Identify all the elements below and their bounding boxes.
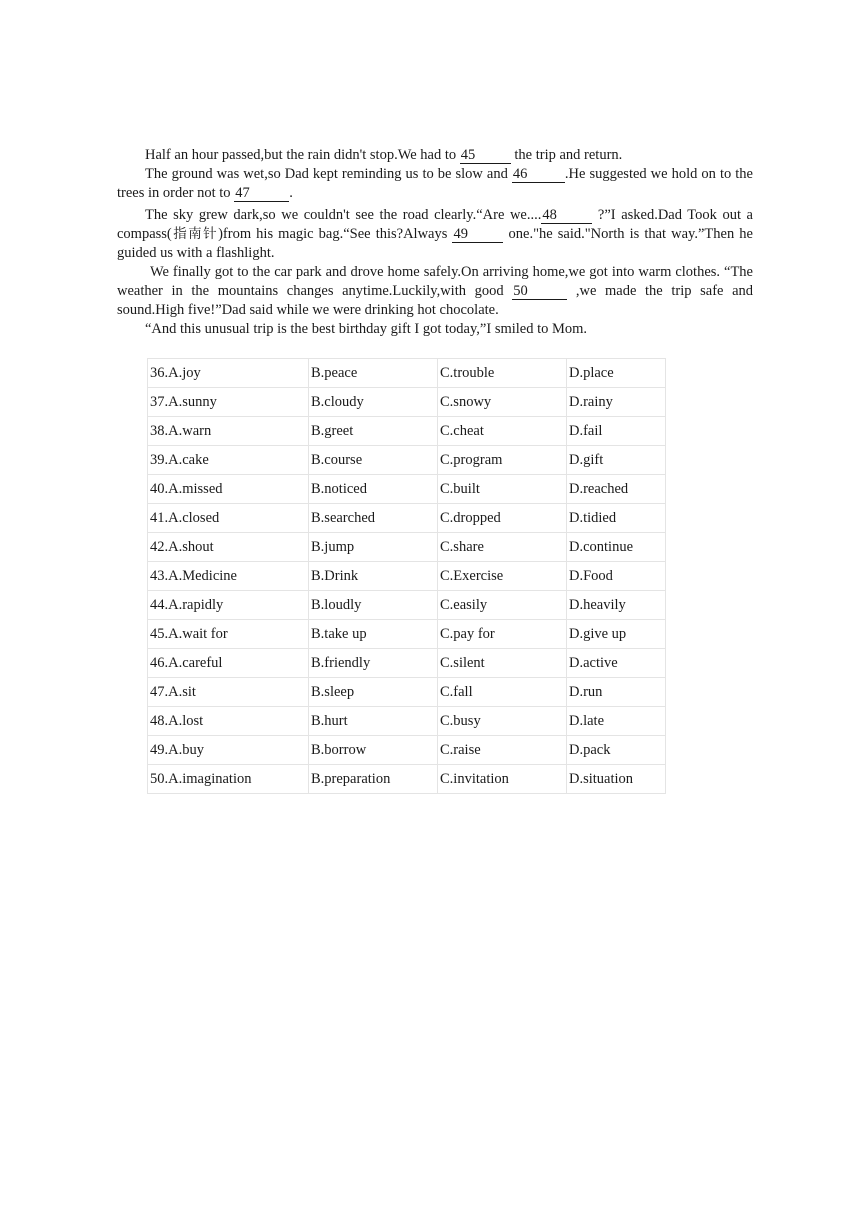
blank-46: 46 [512,167,565,183]
option-b: B.greet [309,417,438,446]
option-d: D.run [567,678,666,707]
option-a: 42.A.shout [148,533,309,562]
option-b: B.hurt [309,707,438,736]
option-d: D.Food [567,562,666,591]
option-c: C.dropped [438,504,567,533]
question-row [148,417,666,446]
paragraph-text: . [289,185,293,201]
question-row [148,504,666,533]
option-d: D.active [567,649,666,678]
option-b: B.noticed [309,475,438,504]
paragraph-1 [117,146,753,165]
question-row [148,736,666,765]
blank-49: 49 [452,227,503,243]
option-c: C.pay for [438,620,567,649]
paragraph-text: Half an hour passed,but the rain didn't stop.We had to [145,147,460,163]
option-d: D.reached [567,475,666,504]
option-c: C.raise [438,736,567,765]
option-b: B.searched [309,504,438,533]
paragraph-text: ?”I asked.Dad Took out a compass( [117,207,753,242]
paragraph-5 [117,320,753,339]
question-row [148,475,666,504]
paragraph-text: one."he said."North is that way.”Then he guided us with a flashlight. [117,226,753,261]
option-a: 48.A.lost [148,707,309,736]
answer-options-table [147,358,666,794]
option-a: 45.A.wait for [148,620,309,649]
option-a: 40.A.missed [148,475,309,504]
paragraph-text: The ground was wet,so Dad kept reminding us to be slow and [145,166,512,182]
question-row [148,649,666,678]
option-b: B.friendly [309,649,438,678]
question-row [148,765,666,794]
option-a: 38.A.warn [148,417,309,446]
option-c: C.program [438,446,567,475]
question-row [148,591,666,620]
paragraph-4 [117,263,753,320]
option-a: 49.A.buy [148,736,309,765]
option-b: B.loudly [309,591,438,620]
option-a: 36.A.joy [148,359,309,388]
option-b: B.borrow [309,736,438,765]
reading-passage [117,146,753,339]
blank-47: 47 [234,186,289,202]
question-row [148,359,666,388]
option-c: C.built [438,475,567,504]
option-a: 46.A.careful [148,649,309,678]
option-c: C.trouble [438,359,567,388]
option-b: B.Drink [309,562,438,591]
option-a: 44.A.rapidly [148,591,309,620]
option-d: D.tidied [567,504,666,533]
paragraph-2 [117,165,753,203]
paragraph-text: .He suggested we hold on to the trees in order not to [117,166,753,201]
option-c: C.busy [438,707,567,736]
option-d: D.continue [567,533,666,562]
question-row [148,707,666,736]
blank-48: 48 [541,208,592,224]
option-c: C.silent [438,649,567,678]
option-c: C.share [438,533,567,562]
paragraph-text: ,we made the trip safe and sound.High five!”Dad said while we were drinking hot chocolate. [117,283,754,318]
option-c: C.easily [438,591,567,620]
option-d: D.rainy [567,388,666,417]
option-d: D.fail [567,417,666,446]
question-row [148,533,666,562]
option-a: 37.A.sunny [148,388,309,417]
option-b: B.sleep [309,678,438,707]
paragraph-text: “And this unusual trip is the best birthday gift I got today,”I smiled to Mom. [145,321,588,337]
option-d: D.late [567,707,666,736]
option-a: 50.A.imagination [148,765,309,794]
option-c: C.snowy [438,388,567,417]
option-b: B.peace [309,359,438,388]
option-b: B.preparation [309,765,438,794]
option-b: B.take up [309,620,438,649]
option-c: C.fall [438,678,567,707]
option-b: B.cloudy [309,388,438,417]
option-d: D.place [567,359,666,388]
option-b: B.jump [309,533,438,562]
paragraph-text: the trip and return. [510,147,623,163]
paragraph-text: We finally got to the car park and drove home safely.On arriving home,we got into warm clothes. “The weather in the mountains changes anytime.Luckily,with good [117,264,753,299]
option-a: 43.A.Medicine [148,562,309,591]
paragraph-3 [117,206,753,263]
question-row [148,446,666,475]
option-a: 39.A.cake [148,446,309,475]
option-d: D.situation [567,765,666,794]
option-c: C.Exercise [438,562,567,591]
option-c: C.cheat [438,417,567,446]
blank-45: 45 [460,148,511,164]
question-row [148,388,666,417]
option-d: D.heavily [567,591,666,620]
option-d: D.pack [567,736,666,765]
option-a: 41.A.closed [148,504,309,533]
option-a: 47.A.sit [148,678,309,707]
blank-50: 50 [512,284,567,300]
option-c: C.invitation [438,765,567,794]
paragraph-text: The sky grew dark,so we couldn't see the road clearly.“Are we.... [145,207,542,223]
option-d: D.gift [567,446,666,475]
paragraph-text: )from his magic bag.“See this?Always [218,226,453,242]
question-row [148,562,666,591]
question-row [148,620,666,649]
question-row [148,678,666,707]
option-b: B.course [309,446,438,475]
option-d: D.give up [567,620,666,649]
chinese-gloss: 指南针 [171,226,219,242]
